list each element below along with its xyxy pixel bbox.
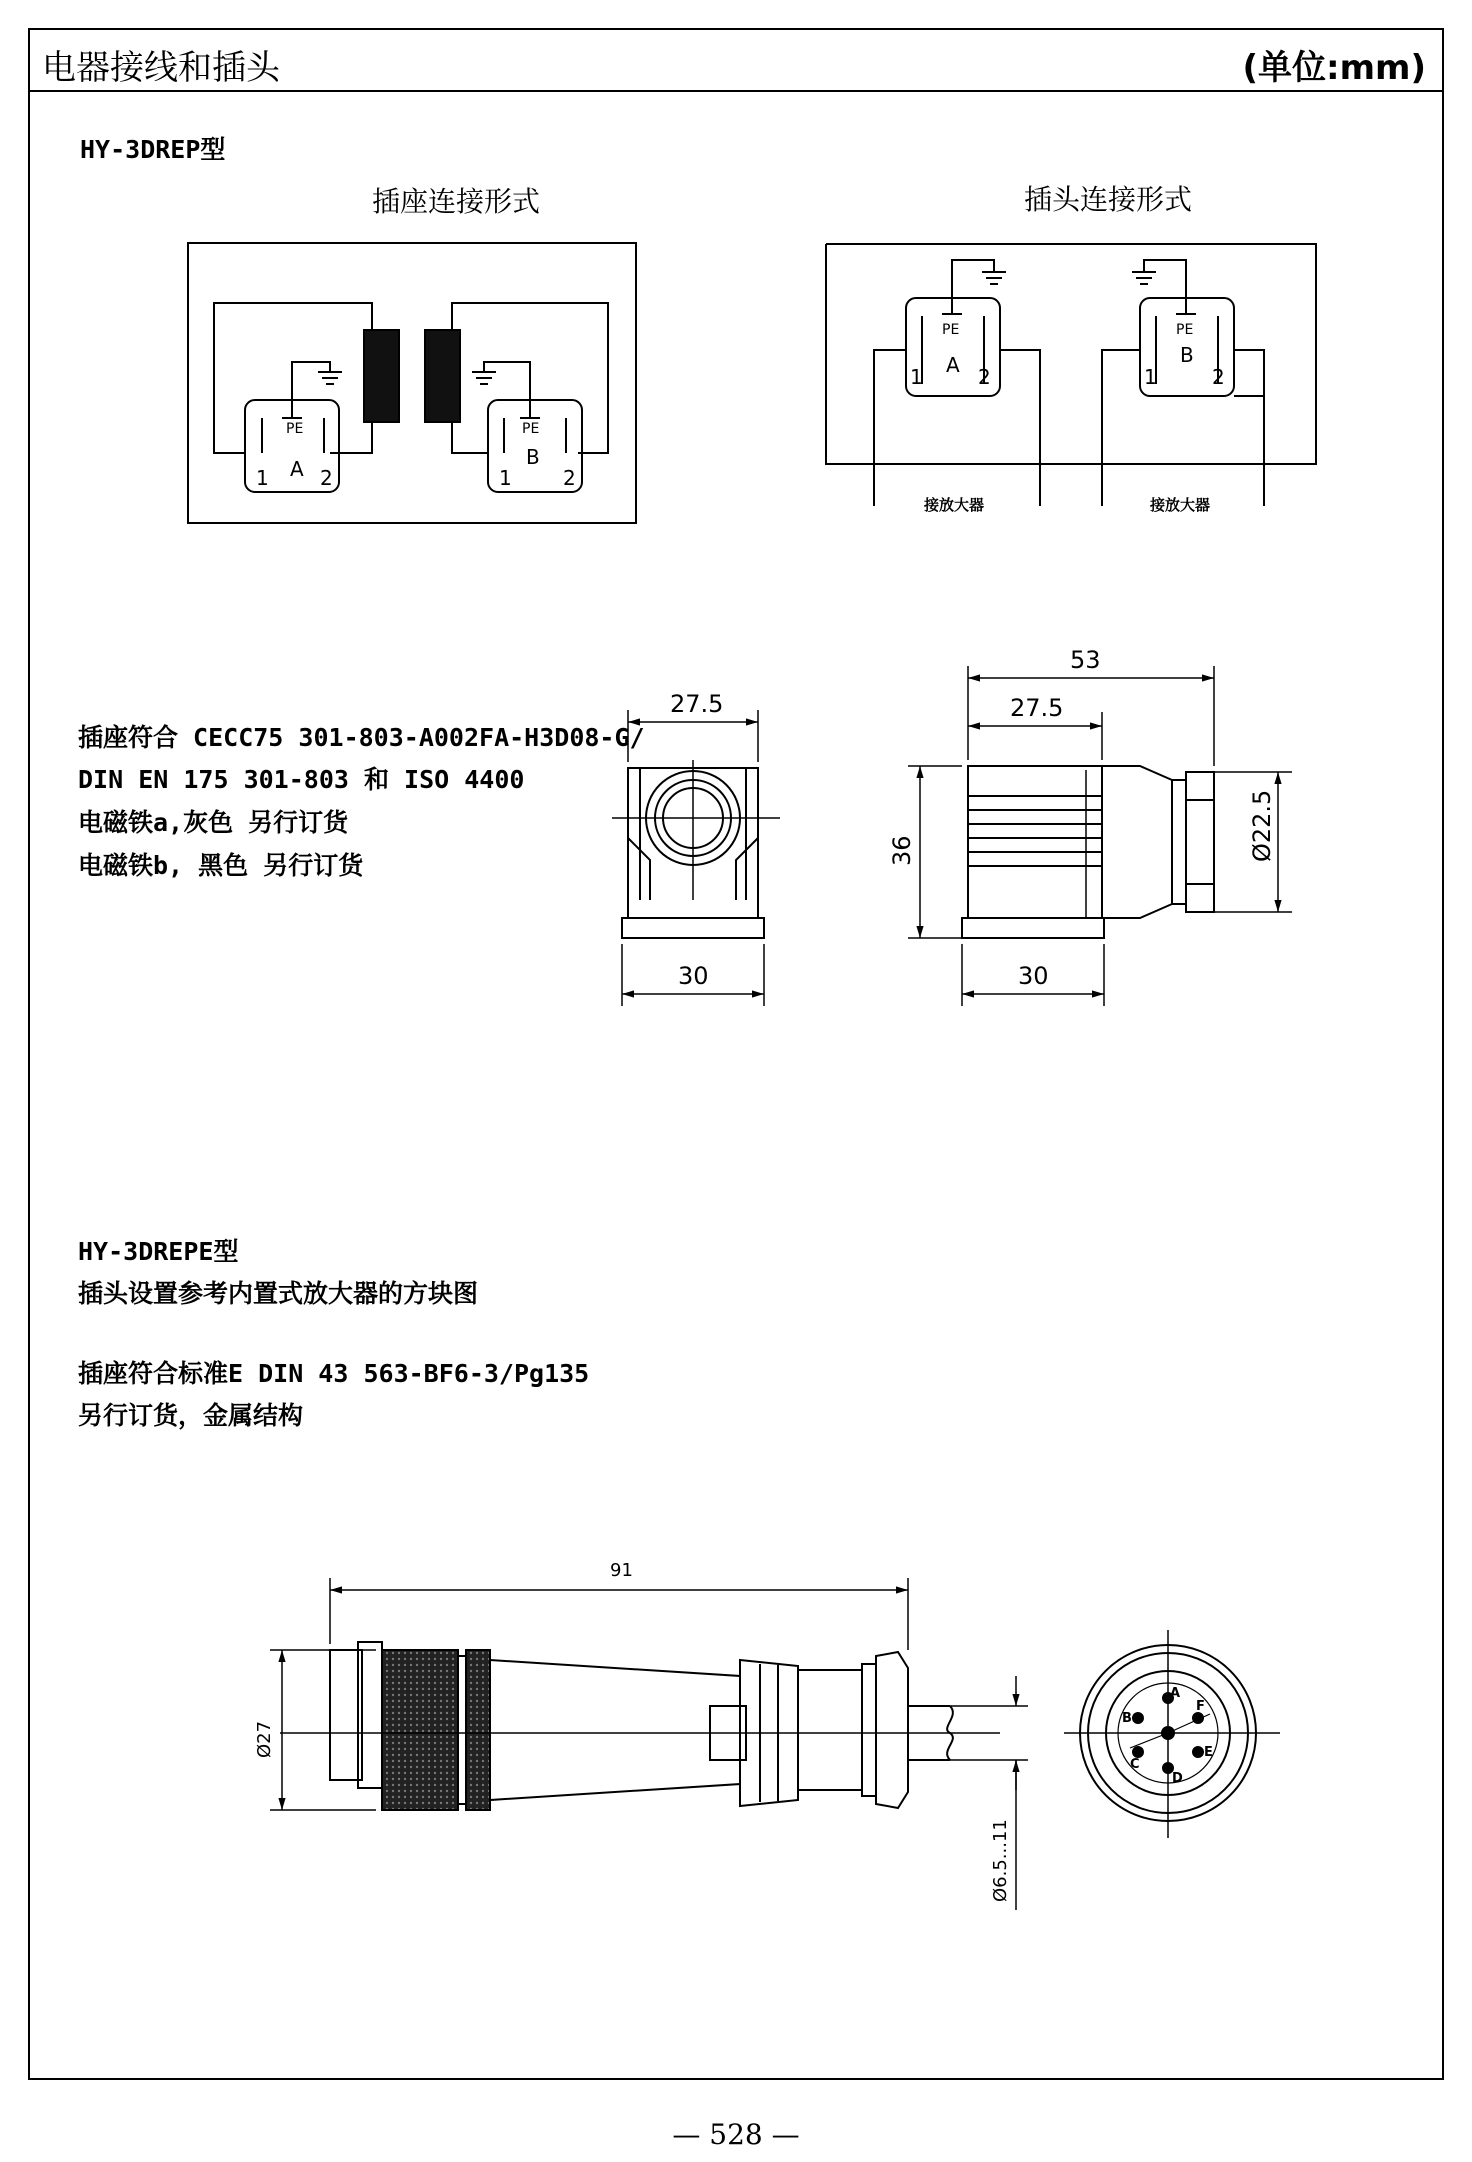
pin1-label-b: 1 <box>499 466 512 490</box>
side-view-dims <box>908 666 1292 1006</box>
s2-line-3: 另行订货，金属结构 <box>78 1401 304 1430</box>
dim-cable-diameter: Ø6.5...11 <box>990 1819 1011 1902</box>
amp-label-b: 接放大器 <box>1150 496 1211 514</box>
dim-bottom-width-side: 30 <box>1018 962 1049 990</box>
dim-top-width-side: 27.5 <box>1010 694 1064 722</box>
pin-b: B <box>1122 1711 1132 1726</box>
plug-pin1-a: 1 <box>910 365 923 389</box>
plug-wiring-diagram <box>826 244 1316 506</box>
coil-a-core <box>364 330 399 422</box>
dim-height: 36 <box>888 835 916 866</box>
dim-length-91: 91 <box>610 1560 633 1581</box>
dim-diameter: Ø22.5 <box>1248 789 1276 862</box>
pin-e: E <box>1204 1745 1213 1760</box>
plug-pe-a: PE <box>942 322 960 338</box>
pin-d: D <box>1172 1771 1183 1786</box>
s2-line-1: 插头设置参考内置式放大器的方块图 <box>78 1279 479 1308</box>
note-line-3: 电磁铁a,灰色 另行订货 <box>78 808 349 837</box>
round-plug-side-view <box>280 1642 1000 1810</box>
s2-line-2: 插座符合标准E DIN 43 563-BF6-3/Pg135 <box>78 1359 590 1388</box>
dim-top-width-front: 27.5 <box>670 690 724 718</box>
pe-label-b: PE <box>522 421 540 437</box>
dim-overall-length: 53 <box>1070 646 1101 674</box>
coil-b-core <box>425 330 460 422</box>
socket-caption: 插座连接形式 <box>372 185 541 218</box>
note-line-1: 插座符合 CECC75 301-803-A002FA-H3D08-G/ <box>78 723 645 752</box>
connector-side-view <box>962 766 1214 938</box>
connector-front-view <box>612 760 780 938</box>
pin2-label-a: 2 <box>320 466 333 490</box>
plug-caption: 插头连接形式 <box>1024 183 1193 216</box>
note-line-2: DIN EN 175 301-803 和 ISO 4400 <box>78 765 525 794</box>
pin-c: C <box>1130 1757 1140 1772</box>
note-line-4: 电磁铁b, 黑色 另行订货 <box>78 851 364 880</box>
plug-pin1-b: 1 <box>1144 365 1157 389</box>
plug-terminal-labels <box>910 322 1225 514</box>
plug-coil-b: B <box>1180 343 1194 367</box>
plug-pe-b: PE <box>1176 322 1194 338</box>
socket-terminal-labels <box>256 421 576 490</box>
page-number: — 528 — <box>672 2118 800 2151</box>
unit-label: (单位:mm) <box>1242 48 1426 88</box>
plug-pin2-b: 2 <box>1212 365 1225 389</box>
dim-bottom-width-front: 30 <box>678 962 709 990</box>
model-label-2: HY-3DREPE型 <box>78 1237 239 1266</box>
dim-diameter-27: Ø27 <box>254 1720 275 1758</box>
plug-coil-a: A <box>946 353 960 377</box>
pin-a: A <box>1170 1686 1181 1701</box>
pin1-label-a: 1 <box>256 466 269 490</box>
pe-label-a: PE <box>286 421 304 437</box>
coil-a-label: A <box>290 457 304 481</box>
round-plug-face-view <box>1064 1630 1280 1838</box>
model-label-1: HY-3DREP型 <box>80 135 226 164</box>
plug-pin2-a: 2 <box>978 365 991 389</box>
amp-label-a: 接放大器 <box>924 496 985 514</box>
pin-f: F <box>1196 1699 1205 1714</box>
page-title: 电器接线和插头 <box>42 48 280 88</box>
coil-b-label: B <box>526 445 540 469</box>
pin2-label-b: 2 <box>563 466 576 490</box>
